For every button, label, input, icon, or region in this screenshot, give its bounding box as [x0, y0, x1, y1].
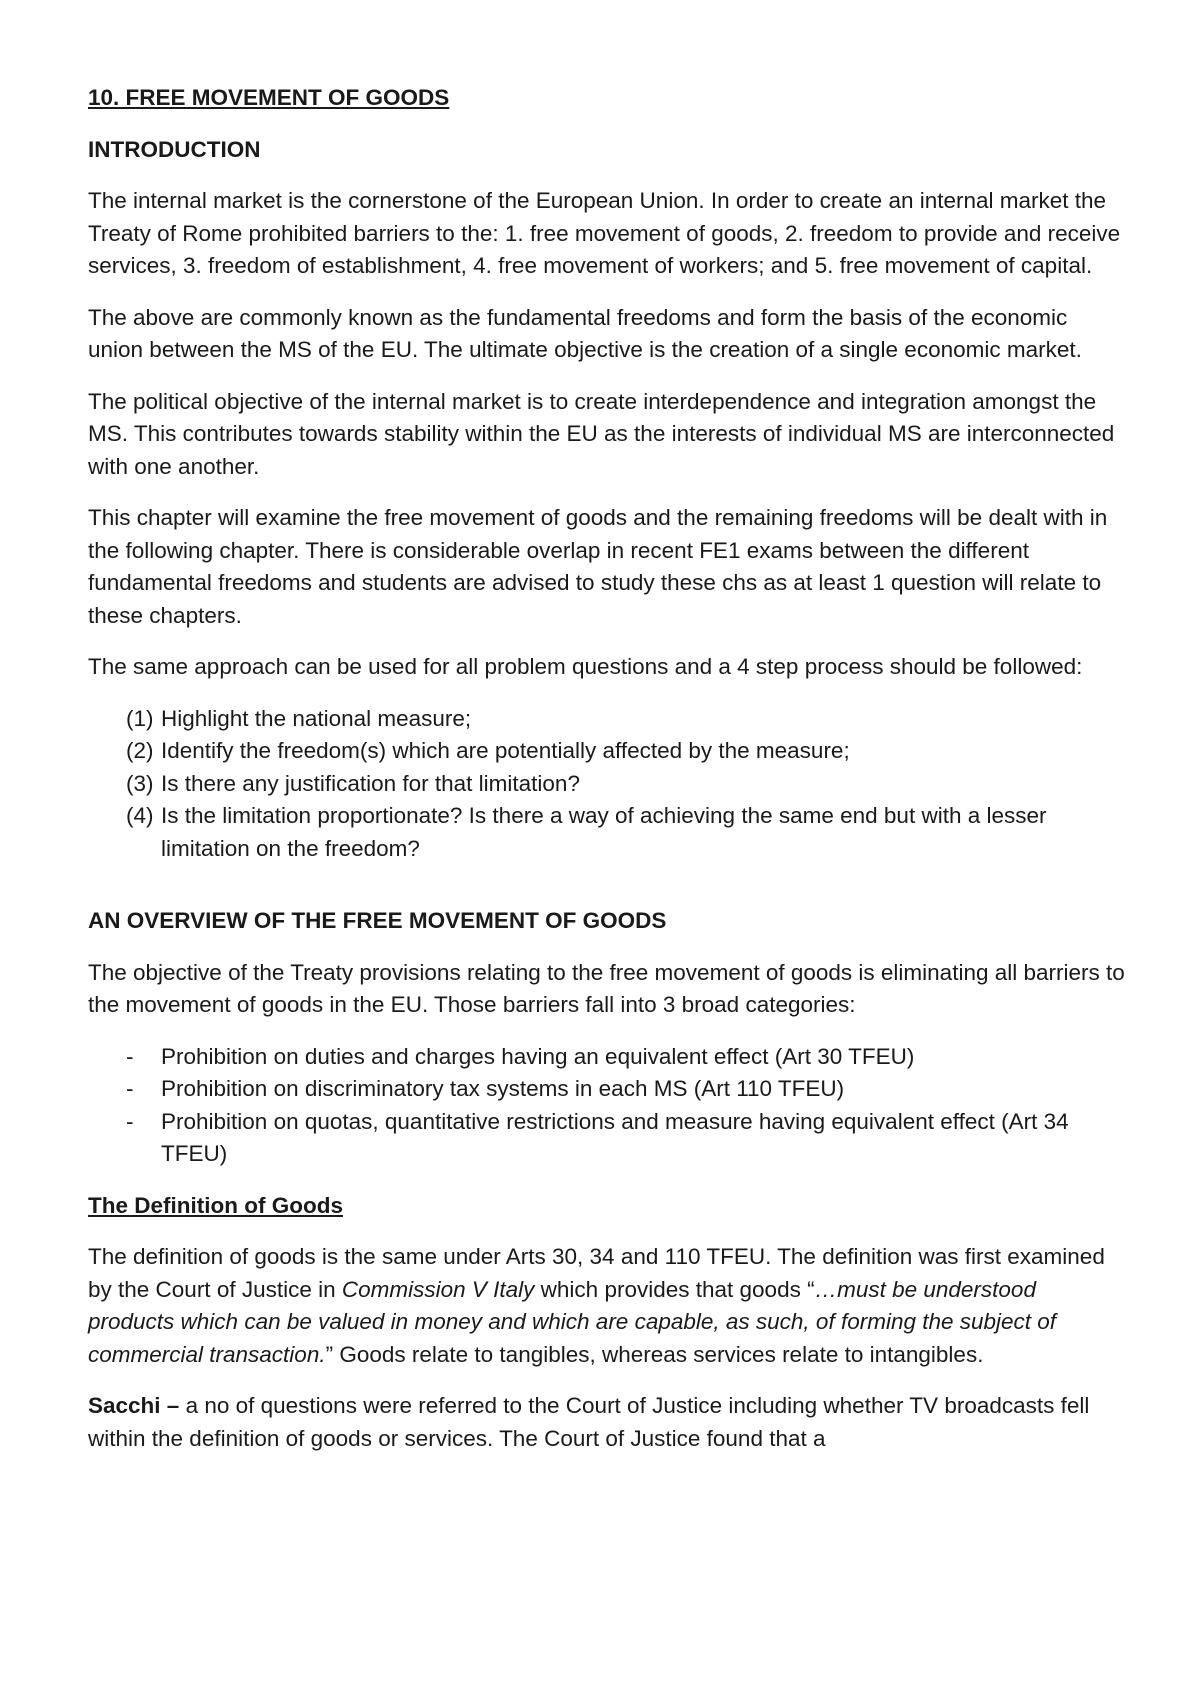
overview-heading: AN OVERVIEW OF THE FREE MOVEMENT OF GOODS	[88, 908, 667, 933]
definition-text: a no of questions were referred to the Court of Justice including whether TV broadcasts fell within the definition of goods or services. The Court of Justice found that a	[88, 1393, 1090, 1451]
step-list	[88, 703, 1128, 866]
list-item	[88, 1073, 1128, 1106]
list-item	[88, 735, 1128, 768]
definition-heading: The Definition of Goods	[88, 1192, 343, 1218]
dash-bullet: -	[126, 1108, 134, 1134]
definition-text: The definition of goods is the same under Arts 30, 34 and 110 TFEU. The definition was first examined by the Court of Justice in	[88, 1244, 1105, 1302]
step-number: (4)	[126, 803, 154, 828]
intro-paragraph-5: The same approach can be used for all problem questions and a 4 step process should be followed:	[88, 654, 1083, 679]
chapter-title: 10. FREE MOVEMENT OF GOODS	[88, 85, 450, 110]
barrier-list	[88, 1041, 1128, 1171]
dash-bullet: -	[126, 1043, 134, 1069]
introduction-heading: INTRODUCTION	[88, 136, 261, 162]
step-text: Highlight the national measure;	[161, 705, 472, 731]
step-number: (3)	[126, 770, 154, 796]
definition-text: which provides that goods “	[534, 1276, 815, 1302]
barrier-text: Prohibition on discriminatory tax systems in each MS (Art 110 TFEU)	[161, 1076, 845, 1101]
intro-paragraph-4: This chapter will examine the free movement of goods and the remaining freedoms will be dealt with in the following chapter. There is considerable overlap in recent FE1 exams between the different fundamental freedoms and students are advised to study these chs as at least 1 question will relate to these chapters.	[88, 505, 1108, 628]
intro-paragraph-1: The internal market is the cornerstone of the European Union. In order to create an internal market the Treaty of Rome prohibited barriers to the: 1. free movement of goods, 2. freedom to provide and receive services, 3. freedom of establishment, 4. free movement of workers; and 5. free movement of capital.	[88, 188, 1121, 278]
overview-paragraph: The objective of the Treaty provisions relating to the free movement of goods is eliminating all barriers to the movement of goods in the EU. Those barriers fall into 3 broad categories:	[88, 959, 1125, 1017]
step-text: Is the limitation proportionate? Is there a way of achieving the same end but with a lesser limitation on the freedom?	[161, 803, 1047, 861]
list-item	[88, 768, 1128, 801]
step-number: (1)	[126, 705, 154, 731]
case-name: Commission V Italy	[341, 1276, 535, 1302]
list-item	[88, 703, 1128, 736]
intro-paragraph-2: The above are commonly known as the fundamental freedoms and form the basis of the economic union between the MS of the EU. The ultimate objective is the creation of a single economic market.	[88, 304, 1082, 362]
list-item	[88, 1106, 1128, 1171]
step-text: Is there any justification for that limitation?	[161, 770, 580, 796]
step-text: Identify the freedom(s) which are potentially affected by the measure;	[161, 738, 850, 763]
barrier-text: Prohibition on quotas, quantitative restrictions and measure having equivalent effect (Art 34 TFEU)	[161, 1108, 1069, 1166]
list-item	[88, 1041, 1128, 1074]
case-name: Sacchi –	[88, 1393, 180, 1418]
barrier-text: Prohibition on duties and charges having an equivalent effect (Art 30 TFEU)	[161, 1043, 915, 1069]
definition-paragraph-2	[88, 1390, 1128, 1455]
definition-paragraph-1	[88, 1241, 1128, 1371]
dash-bullet: -	[126, 1076, 134, 1101]
quotation: …must be understood products which can be valued in money and which are capable, as such, of forming the subject of commercial transaction.	[88, 1276, 1057, 1367]
document-page	[88, 82, 1128, 1474]
intro-paragraph-3: The political objective of the internal market is to create interdependence and integration amongst the MS. This contributes towards stability within the EU as the interests of individual MS are interconnected with one another.	[88, 388, 1115, 479]
list-item	[88, 800, 1128, 865]
step-number: (2)	[126, 738, 154, 763]
definition-text: ” Goods relate to tangibles, whereas services relate to intangibles.	[325, 1341, 984, 1367]
